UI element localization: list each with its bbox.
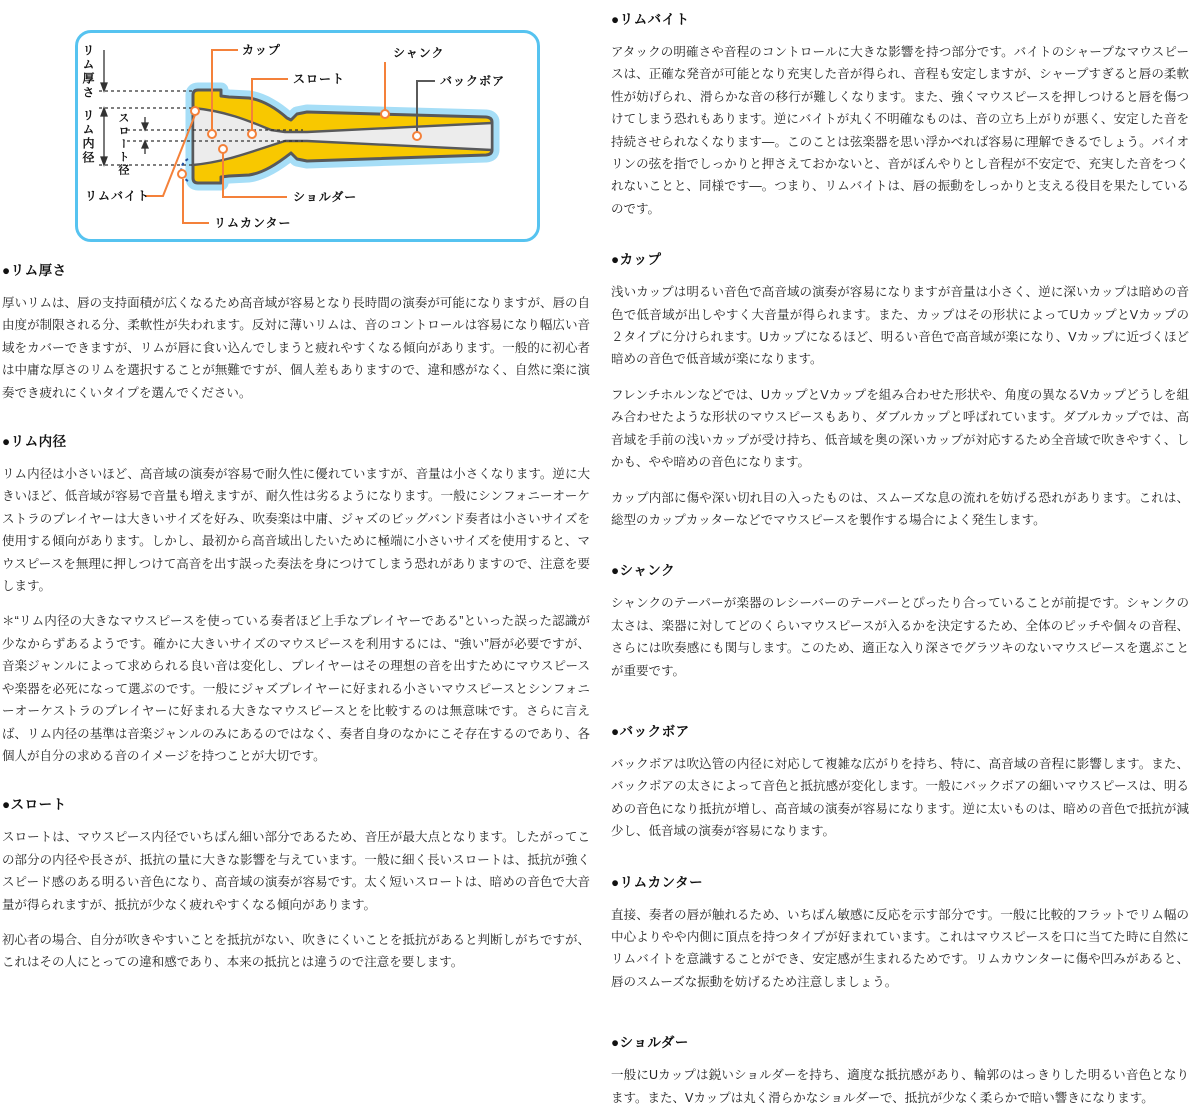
label-throat: スロート — [293, 72, 346, 86]
cup-marker — [208, 130, 216, 138]
throat-marker — [248, 130, 256, 138]
section-heading: ●シャンク — [611, 563, 676, 579]
shoulder-marker — [219, 145, 227, 153]
section-shank — [611, 559, 1189, 682]
section-throat — [2, 793, 590, 973]
label-shank: シャンク — [393, 46, 445, 60]
section-paragraph: 厚いリムは、唇の支持面積が広くなるため高音域が容易となり長時間の演奏が可能になりますが、唇の自由度が制限される分、柔軟性が失われます。反対に薄いリムは、音のコントロールは容易になり幅広い音域をカバーできますが、リムが唇に食い込んでしまうと疲れやすくなる傾向があります。一般的に初心者は中庸な厚さのリムを選択することが無難ですが、個人差もありますので、違和感がなく、自然に楽に演奏でき疲れにくいタイプを選んでください。 — [2, 296, 590, 400]
rim-contour-marker — [178, 170, 186, 178]
section-heading: ●ショルダー — [611, 1035, 689, 1051]
label-backbore: バックボア — [440, 74, 506, 88]
section-paragraph: シャンクのテーパーが楽器のレシーバーのテーパーとぴったり合っていることが前提です。シャンクの太さは、楽器に対してどのくらいマウスピースが入るかを決定するため、全体のピッチや個々の音程、さらには吹奏感にも関与します。このため、適正な入り深さでグラツキのないマウスピースを選ぶことが重要です。 — [611, 596, 1189, 678]
label-throat-diameter: スロート径 — [117, 112, 129, 177]
left-column — [2, 0, 590, 1109]
section-heading: ●リムバイト — [611, 12, 690, 27]
label-shoulder: ショルダー — [293, 190, 358, 204]
section-backbore — [611, 720, 1189, 843]
shank-marker — [381, 110, 389, 118]
section-heading: ●スロート — [2, 797, 67, 813]
section-rim-contour — [611, 871, 1189, 994]
right-column — [611, 0, 1189, 1109]
label-rim-inner-diameter: リム内径 — [81, 109, 95, 165]
section-paragraph: フレンチホルンなどでは、UカップとVカップを組み合わせた形状や、角度の異なるVカップどうしを組み合わせたような形状のマウスピースもあり、ダブルカップと呼ばれています。ダブルカップでは、高音域を手前の浅いカップが受け持ち、低音域を奥の深いカップが対応するため全音域で吹きやすく、しかも、やや暗めの音色になります。 — [611, 387, 1189, 470]
section-cup — [611, 248, 1189, 531]
section-paragraph: リム内径は小さいほど、高音域の演奏が容易で耐久性に優れていますが、音量は小さくなります。逆に大きいほど、低音域が容易で音量も増えますが、耐久性は劣るようになります。一般にシンフォニーオーケストラのプレイヤーは大きいサイズを好み、吹奏楽は中庸、ジャズのビッグバンド奏者は小さいサイズを使用する傾向があります。しかし、最初から高音域出したいために極端に小さいサイズを使用すると、マウスピースを無理に押しつけて高音を出す誤った奏法を身につけてしまう恐れがありますので、注意を要します。 — [2, 467, 590, 594]
label-rim-bite: リムバイト — [85, 189, 151, 203]
section-rim-thickness — [2, 259, 590, 404]
section-paragraph: ＊“リム内径の大きなマウスピースを使っている奏者ほど上手なプレイヤーである”といった誤った認識が少なからずあるようです。確かに大きいサイズのマウスピースを利用するには、“強い”唇が必要ですが、音楽ジャンルによって求められる良い音は変化し、プレイヤーはその理想の音を出すためにマウスピースや楽器を必死になって選ぶのです。一般にジャズプレイヤーに好まれる小さいマウスピースとシンフォニーオーケストラのプレイヤーに好まれる大きなマウスピースとを比較するのは無意味です。さらに言えば、リム内径の基準は音楽ジャンルのみにあるのではなく、奏者自身のなかにこそ存在するのであり、各個人が自分の求める音のイメージを持つことが大切です。 — [2, 614, 590, 763]
section-heading: ●リムカンター — [611, 874, 704, 890]
section-paragraph: 一般にUカップは鋭いショルダーを持ち、適度な抵抗感があり、輪郭のはっきりした明るい音色となります。また、Vカップは丸く滑らかなショルダーで、抵抗が少なく柔らかで暗い響きになります。 — [611, 1068, 1189, 1105]
mouthpiece-cross-section — [78, 33, 537, 239]
section-heading: ●カップ — [611, 252, 662, 268]
section-shoulder — [611, 1031, 1189, 1109]
section-heading: ●リム厚さ — [2, 263, 67, 278]
mouthpiece-diagram — [75, 30, 540, 242]
section-rim-bite — [611, 8, 1189, 220]
section-paragraph: カップ内部に傷や深い切れ目の入ったものは、スムーズな息の流れを妨げる恐れがあります。これは、総型のカップカッターなどでマウスピースを製作する場合によく発生します。 — [611, 490, 1189, 527]
backbore-marker — [413, 132, 421, 140]
section-paragraph: バックボアは吹込管の内径に対応して複雑な広がりを持ち、特に、高音域の音程に影響します。また、バックボアの太さによって音色と抵抗感が変化します。一般にバックボアの細いマウスピースは、明るめの音色になり抵抗が増し、高音域の演奏が容易になります。逆に太いものは、暗めの音色で抵抗が減少し、低音域の演奏が容易になります。 — [611, 756, 1189, 839]
section-paragraph: 初心者の場合、自分が吹きやすいことを抵抗がない、吹きにくいことを抵抗があると判断しがちですが、これはその人にとっての違和感であり、本来の抵抗とは違うので注意を要します。 — [2, 932, 590, 970]
label-rim-thickness: リム厚さ — [81, 44, 95, 100]
rim-bite-marker — [191, 107, 199, 115]
section-paragraph: アタックの明確さや音程のコントロールに大きな影響を持つ部分です。バイトのシャープなマウスピースは、正確な発音が可能となり充実した音が得られ、音程も安定しますが、シャープすぎると唇の柔軟性が妨げられ、滑らかな音の移行が難しくなります。また、強くマウスピースを押しつけると唇を傷つけてしまう恐れもあります。逆にバイトが丸く不明確なものは、音の立ち上がりが悪く、安定した音を持続させられなくなります―。このことは弦楽器を思い浮かべれば容易に理解できるでしょう。バイオリンの弦を指でしっかりと押さえておかないと、音がぼんやりとし音程が不安定で、充実した音をつくれないことと、同様です―。つまり、リムバイトは、唇の振動をしっかりと支える役目を果たしているのです。 — [611, 45, 1189, 216]
section-paragraph: 浅いカップは明るい音色で高音域の演奏が容易になりますが音量は小さく、逆に深いカップは暗めの音色で低音域が出しやすく大音量が得られます。また、カップはその形状によってUカップとVカップの２タイプに分けられます。Uカップになるほど、明るい音色で高音域が楽になり、Vカップに近づくほど暗めの音色で低音域が楽になります。 — [611, 285, 1189, 367]
label-cup: カップ — [242, 43, 281, 57]
section-heading: ●バックボア — [611, 723, 690, 739]
section-paragraph: スロートは、マウスピース内径でいちばん細い部分であるため、音圧が最大点となります。したがってこの部分の内径や長さが、抵抗の量に大きな影響を与えています。一般に細く長いスロートは、抵抗が強くスピード感のある明るい音色になり、高音域の演奏が容易です。太く短いスロートは、暗めの音色で大音量が得られますが、抵抗が少なく疲れやすくなる傾向があります。 — [2, 830, 590, 912]
section-paragraph: 直接、奏者の唇が触れるため、いちばん敏感に反応を示す部分です。一般に比較的フラットでリム幅の中心よりやや内側に頂点を持つタイプが好まれています。これはマウスピースを口に当てた時に自然にリムバイトを意識することができ、安定感が生まれるためです。リムカウンターに傷や凹みがあると、唇のスムーズな振動を妨げるため注意しましょう。 — [611, 907, 1189, 989]
section-heading: ●リム内径 — [2, 434, 67, 450]
label-rim-contour: リムカンター — [214, 216, 292, 230]
section-rim-inner-diameter — [2, 430, 590, 767]
